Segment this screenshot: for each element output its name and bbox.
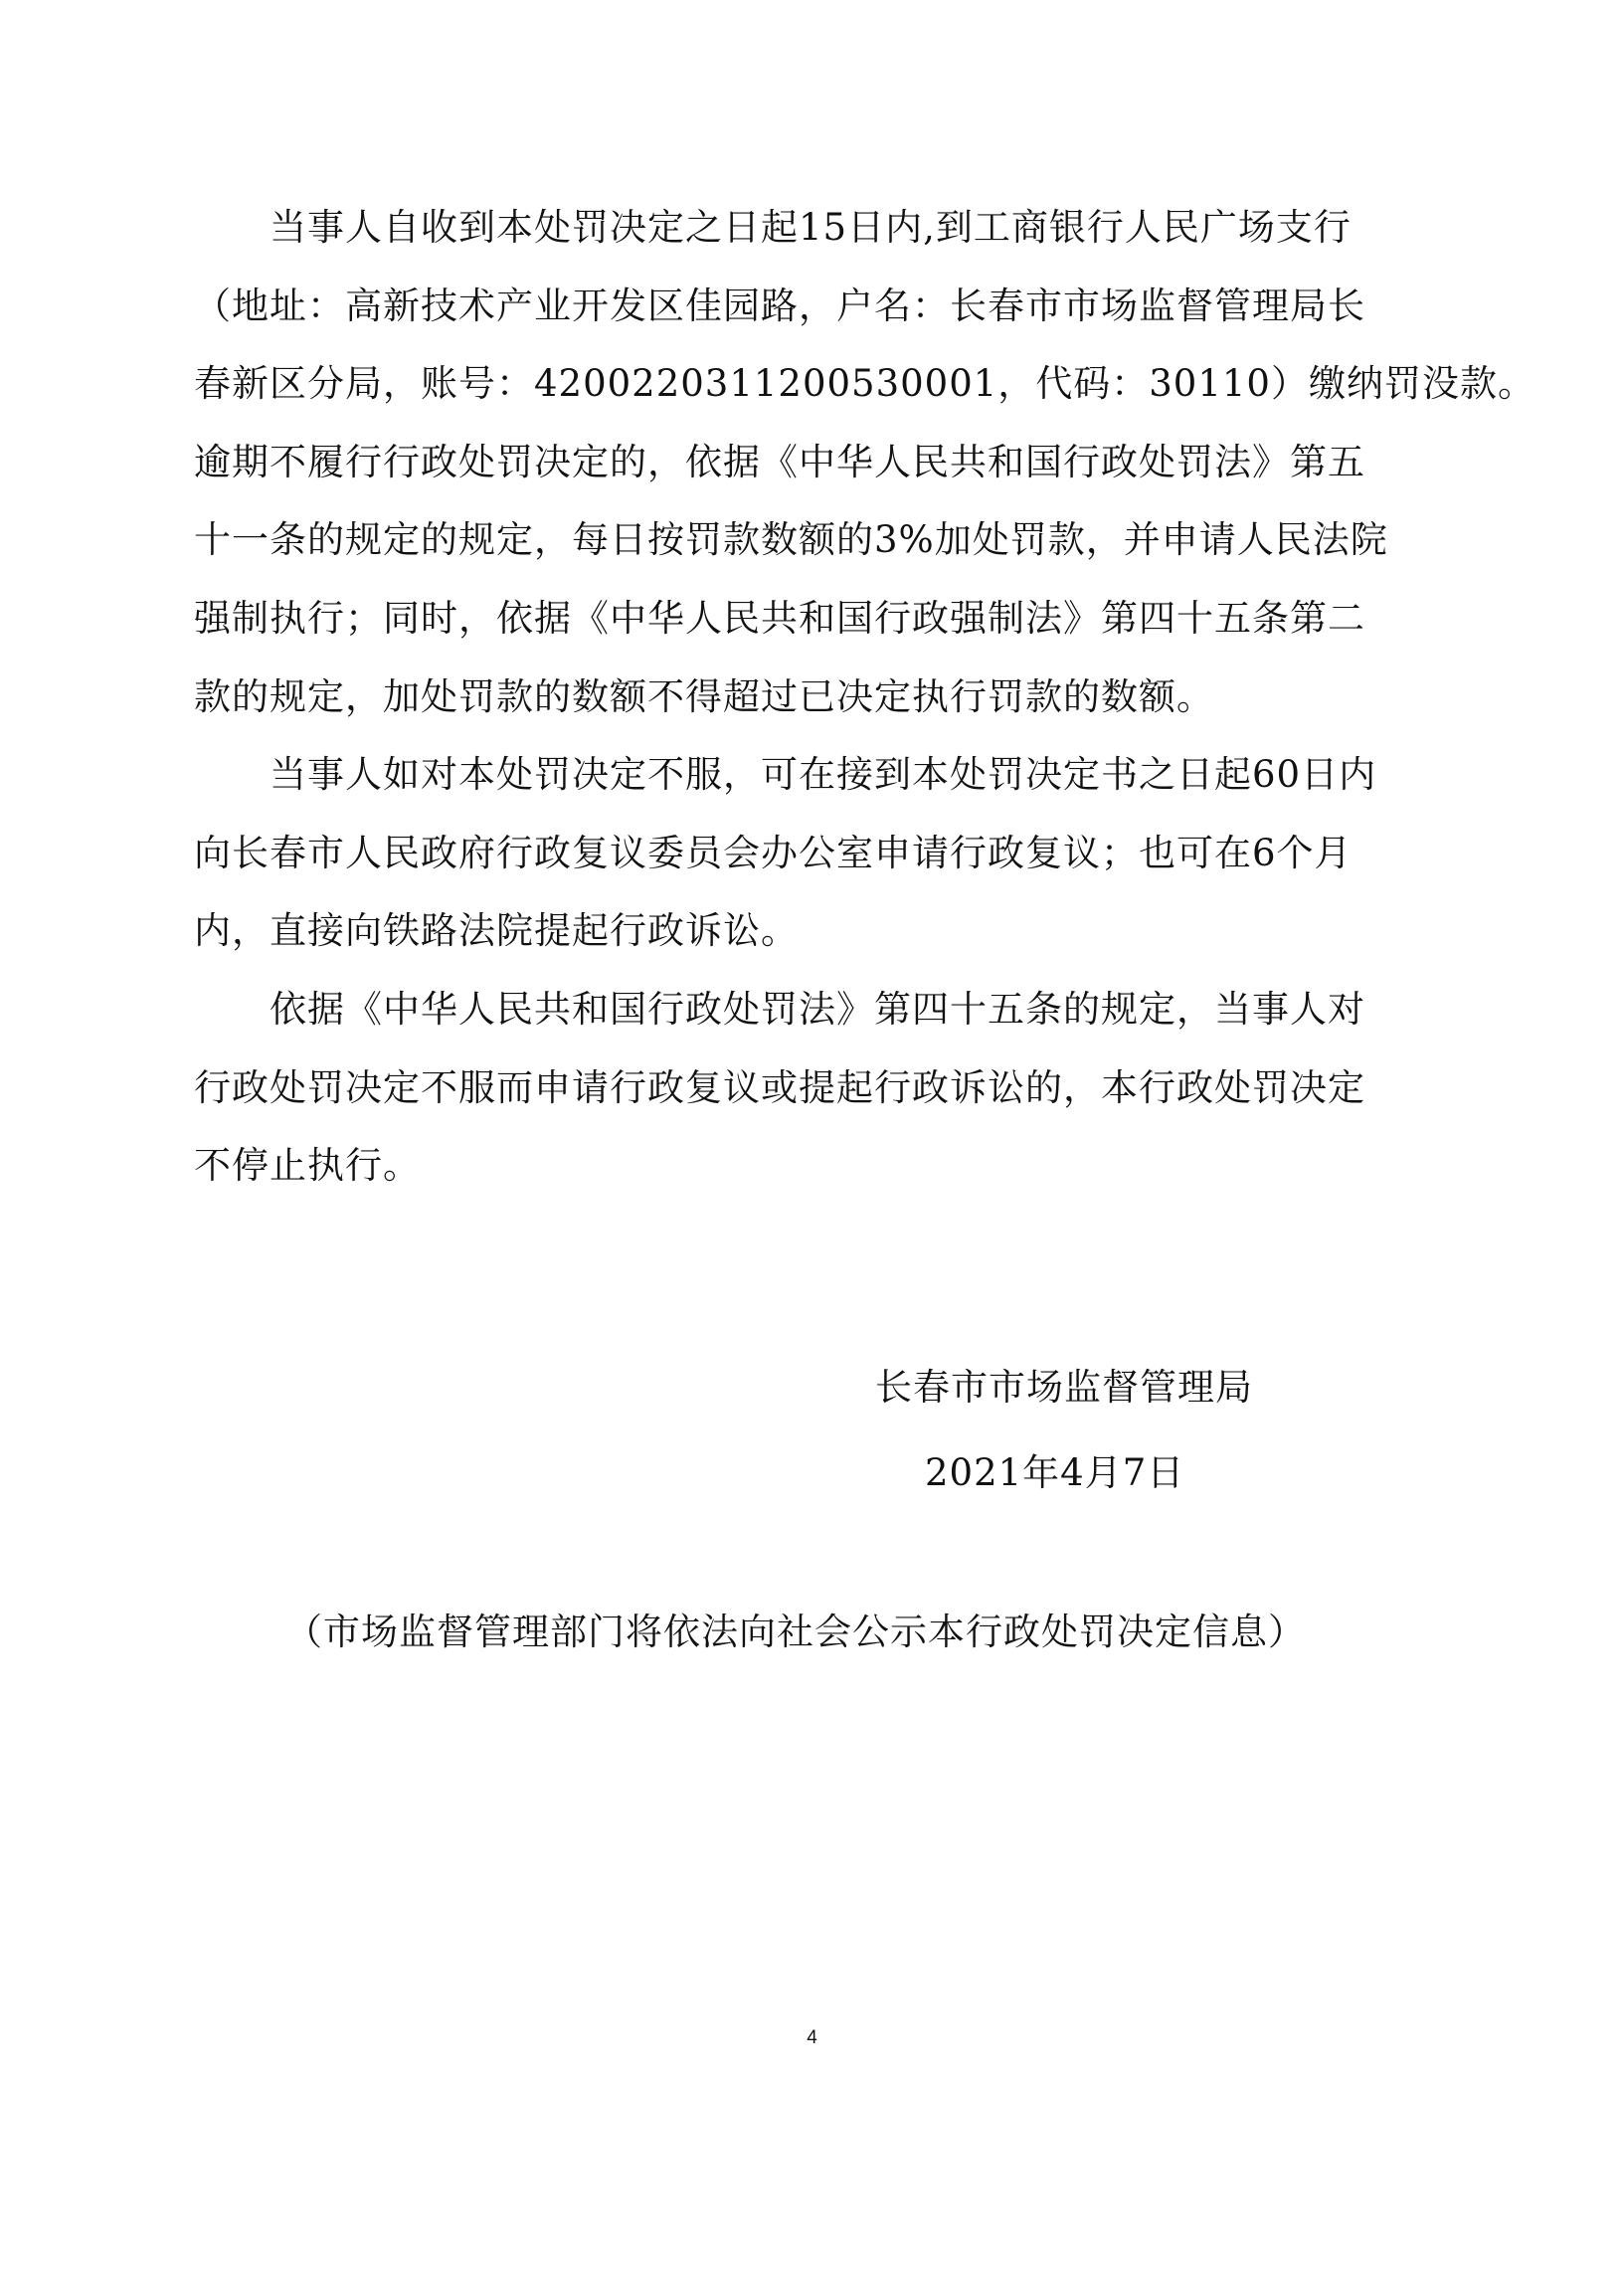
page-number: 4 (807, 2027, 817, 2048)
text-line: 当事人自收到本处罚决定之日起15日内,到工商银行人民广场支行 (270, 206, 1352, 249)
paragraph-execution-continues (194, 971, 1432, 1206)
text-line: 行政处罚决定不服而申请行政复议或提起行政诉讼的，本行政处罚决定 (194, 1065, 1365, 1109)
public-disclosure-notice: （市场监督管理部门将依法向社会公示本行政处罚决定信息） (285, 1611, 1306, 1653)
text-line: 春新区分局，账号：4200220311200530001，代码：30110）缴纳罚没款。 (194, 362, 1535, 406)
text-line: 逾期不履行行政处罚决定的，依据《中华人民共和国行政处罚法》第五 (194, 440, 1365, 483)
text-line: 内，直接向铁路法院提起行政诉讼。 (194, 909, 799, 953)
text-line: 十一条的规定的规定，每日按罚款数额的3%加处罚款，并申请人民法院 (194, 518, 1388, 562)
signature-date: 2021年4月7日 (925, 1451, 1185, 1494)
text-line: 不停止执行。 (194, 1144, 421, 1188)
signature-agency: 长春市市场监督管理局 (875, 1366, 1253, 1409)
text-line: 当事人如对本处罚决定不服，可在接到本处罚决定书之日起60日内 (270, 753, 1377, 797)
paragraph-payment-instructions (194, 189, 1535, 736)
paragraph-appeal-rights (194, 736, 1432, 971)
document-body (194, 189, 1535, 1206)
text-line: 款的规定，加处罚款的数额不得超过已决定执行罚款的数额。 (194, 674, 1214, 718)
text-line: 依据《中华人民共和国行政处罚法》第四十五条的规定，当事人对 (270, 987, 1365, 1031)
text-line: 强制执行；同时，依据《中华人民共和国行政强制法》第四十五条第二 (194, 596, 1365, 640)
text-line: 向长春市人民政府行政复议委员会办公室申请行政复议；也可在6个月 (194, 831, 1353, 874)
text-line: （地址：高新技术产业开发区佳园路，户名：长春市市场监督管理局长 (194, 284, 1365, 327)
